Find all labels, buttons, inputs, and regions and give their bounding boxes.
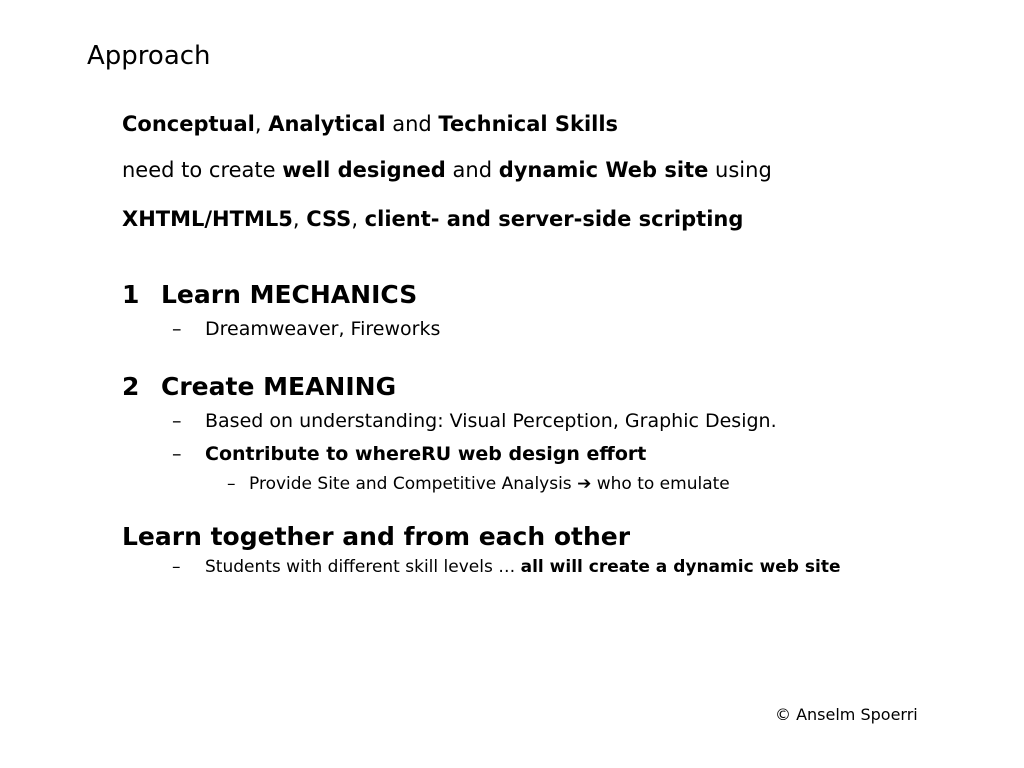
list-item: – Students with different skill levels … all will create a dynamic web site xyxy=(172,557,841,577)
sub-list-item: – Provide Site and Competitive Analysis ➔ who to emulate xyxy=(227,474,730,494)
section-heading-mechanics: 1 Learn MECHANICS xyxy=(122,280,418,309)
dash-bullet: – xyxy=(172,443,182,465)
dash-bullet: – xyxy=(227,474,236,494)
section-heading-learn-together: Learn together and from each other xyxy=(122,522,631,551)
arrow-right-icon: ➔ xyxy=(577,474,592,494)
section-number: 2 xyxy=(122,372,140,401)
intro-skill-analytical: Analytical xyxy=(268,112,386,136)
intro-line-technologies: XHTML/HTML5, CSS, client- and server-side scripting xyxy=(122,207,744,231)
intro-line-goal: need to create well designed and dynamic Web site using xyxy=(122,158,772,182)
list-item: – Contribute to whereRU web design effort xyxy=(172,443,647,465)
intro-line-skills: Conceptual, Analytical and Technical Skills xyxy=(122,112,619,136)
list-item: – Based on understanding: Visual Perception, Graphic Design. xyxy=(172,410,777,432)
intro-skill-technical: Technical Skills xyxy=(438,112,619,136)
list-item: – Dreamweaver, Fireworks xyxy=(172,318,441,340)
dash-bullet: – xyxy=(172,318,182,340)
copyright-notice: © Anselm Spoerri xyxy=(775,705,918,724)
dash-bullet: – xyxy=(172,557,181,577)
slide-title: Approach xyxy=(87,41,211,71)
section-number: 1 xyxy=(122,280,140,309)
dash-bullet: – xyxy=(172,410,182,432)
intro-skill-conceptual: Conceptual xyxy=(122,112,255,136)
section-heading-meaning: 2 Create MEANING xyxy=(122,372,397,401)
